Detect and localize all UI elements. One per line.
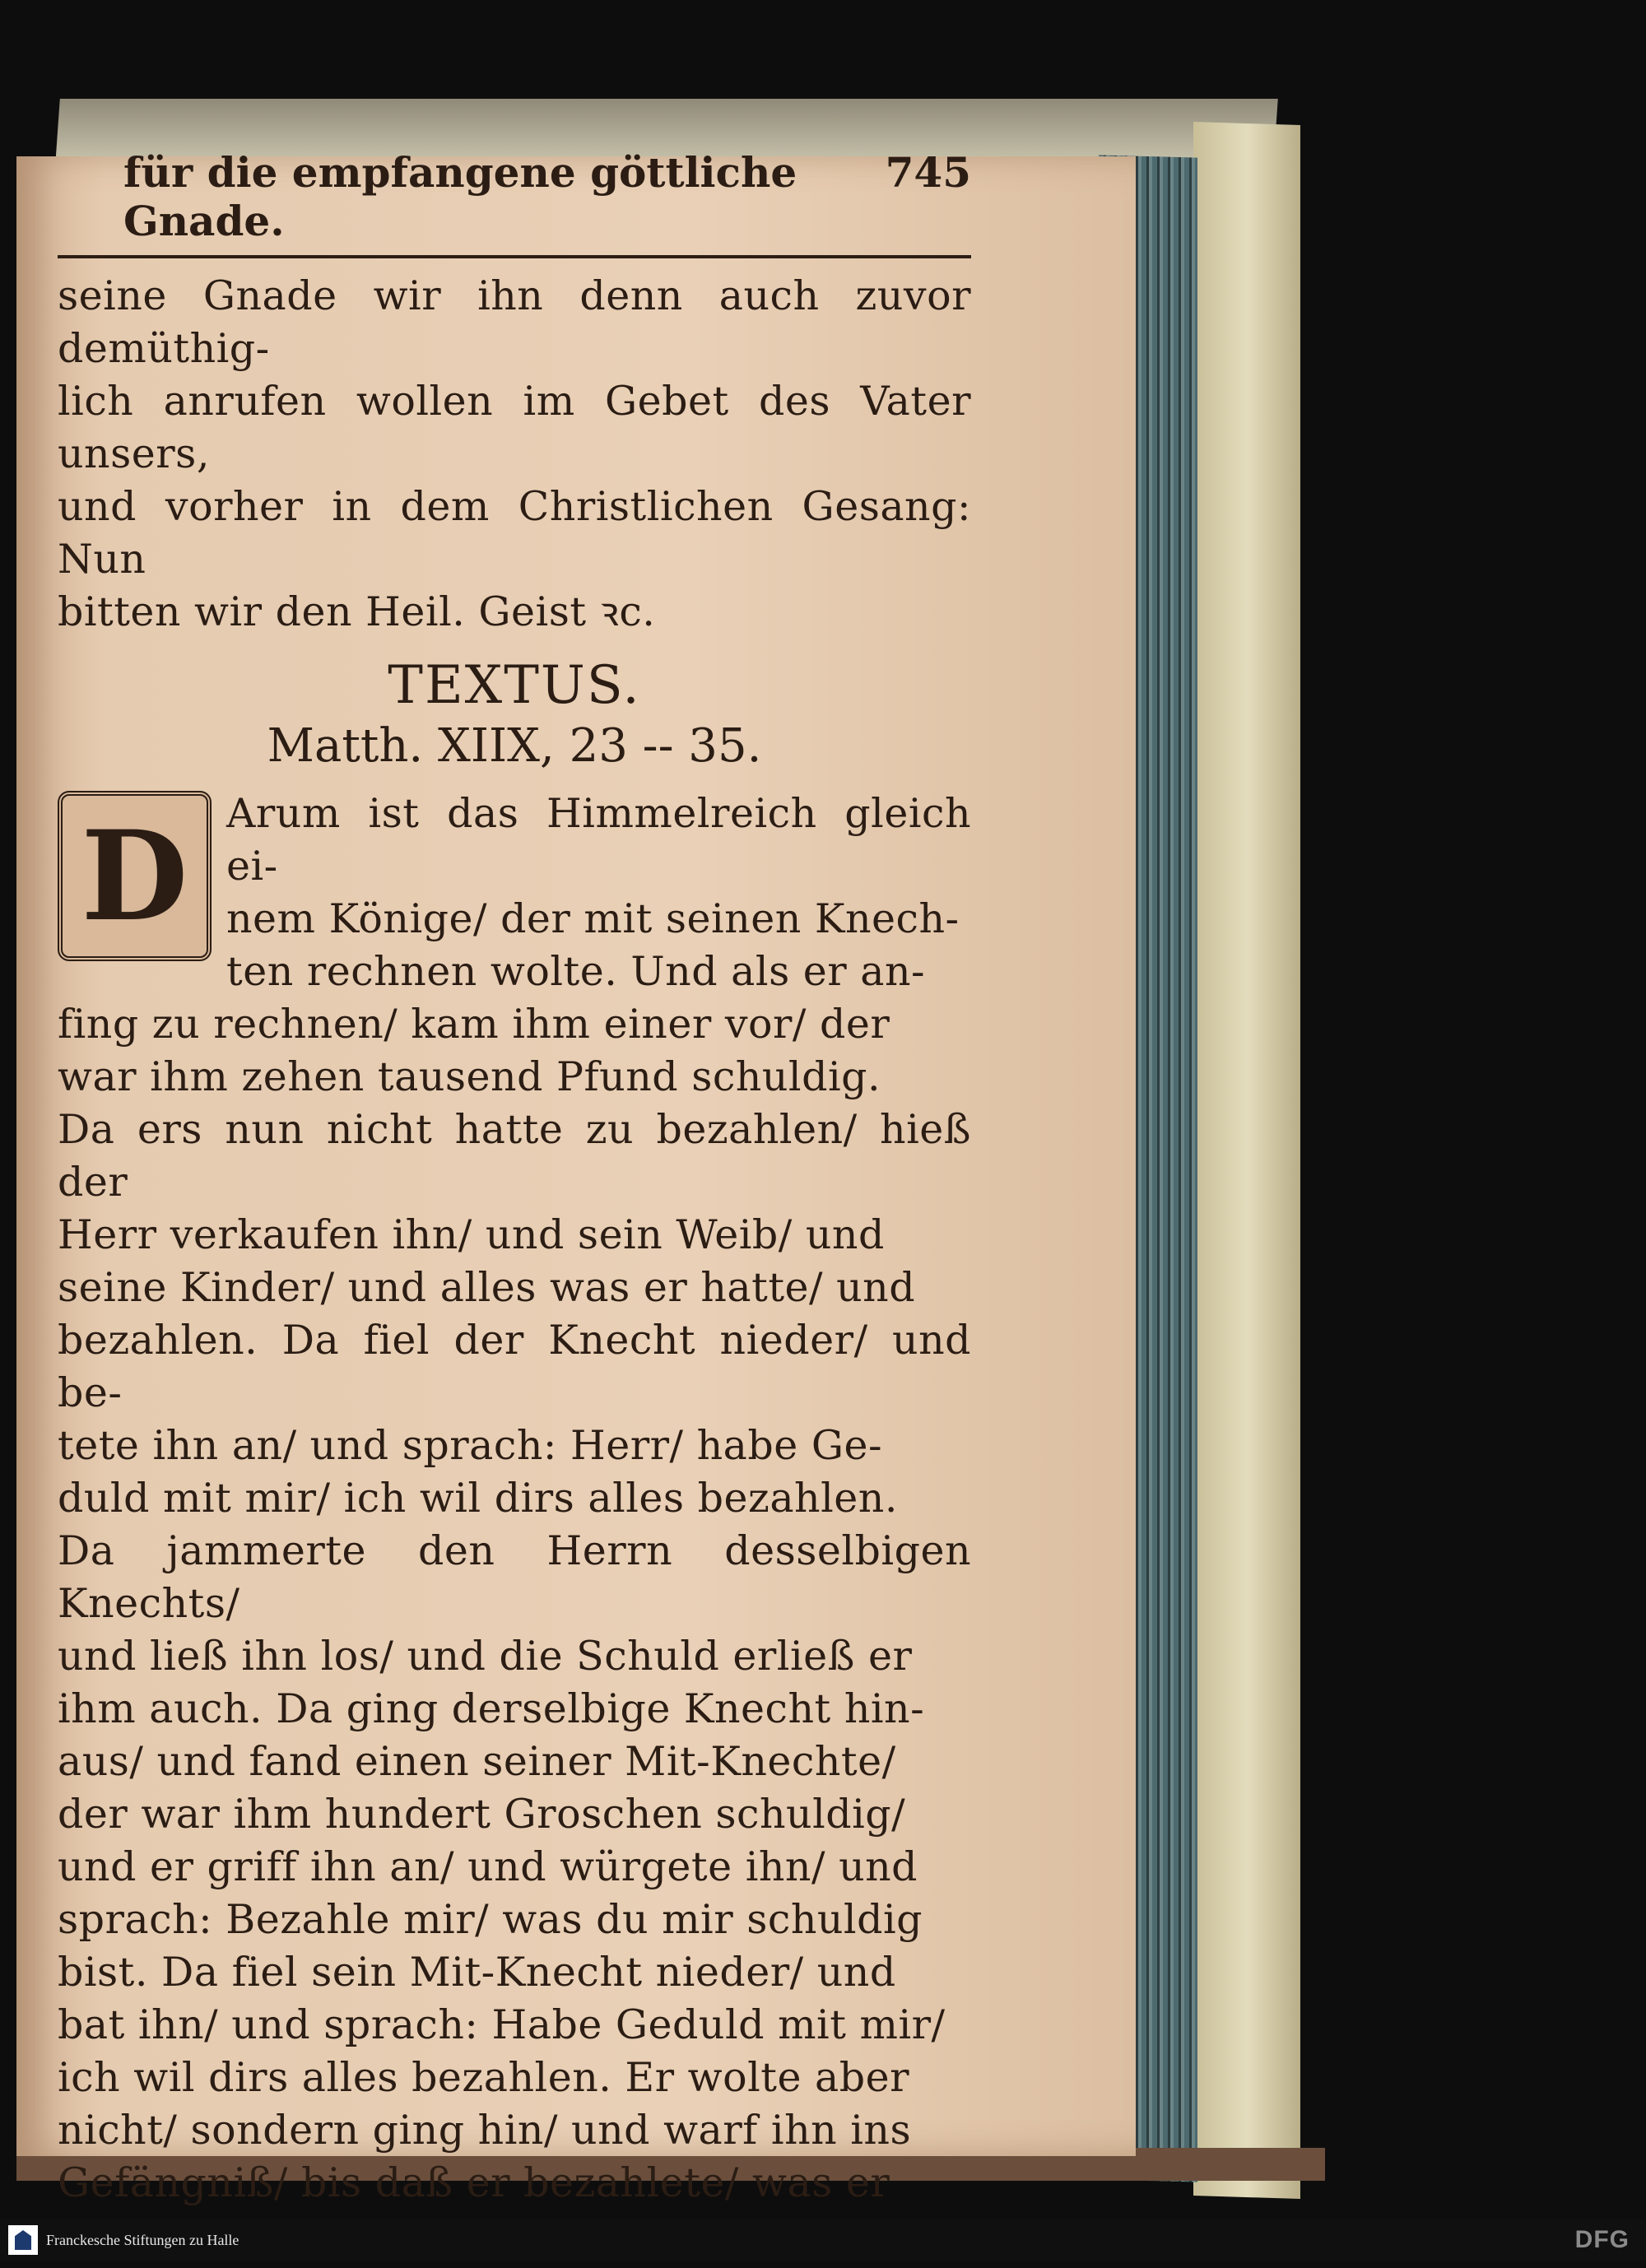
- text-line: fing zu rechnen/ kam ihm einer vor/ der: [58, 1001, 890, 1048]
- text-line: und ließ ihn los/ und die Schuld erließ er: [58, 1633, 913, 1680]
- page-text: [58, 148, 971, 2268]
- running-head: für die empfangene göttliche Gnade.: [123, 148, 797, 245]
- text-line: aus/ und fand einen seiner Mit-Knechte/: [58, 1738, 896, 1785]
- text-line: Gefängniß/ bis daß er bezahlete/ was er: [58, 2159, 890, 2206]
- text-line: seine Kinder/ und alles was er hatte/ und: [58, 1264, 916, 1311]
- text-line: Da ers nun nicht hatte zu bezahlen/ hieß der: [58, 1106, 971, 1206]
- text-line: bist. Da fiel sein Mit-Knecht nieder/ und: [58, 1949, 896, 1996]
- dfg-logo[interactable]: DFG: [1574, 2226, 1630, 2253]
- viewer-footer-bar: [0, 2219, 1646, 2261]
- text-line: nicht/ sondern ging hin/ und warf ihn ins: [58, 2107, 912, 2154]
- intro-line: lich anrufen wollen im Gebet des Vater unsers,: [58, 378, 971, 477]
- intro-line: bitten wir den Heil. Geist ꝛc.: [58, 588, 656, 635]
- text-line: ich wil dirs alles bezahlen. Er wolte aber: [58, 2054, 910, 2101]
- section-heading: TEXTUS.: [388, 655, 641, 716]
- text-line: nem Könige/ der mit seinen Knech-: [226, 895, 960, 942]
- running-header: [58, 148, 971, 258]
- text-line: war ihm zehen tausend Pfund schuldig.: [58, 1053, 881, 1100]
- scripture-text: [58, 788, 971, 2210]
- page-number: 745: [885, 148, 971, 197]
- text-line: bat ihn/ und sprach: Habe Geduld mit mir/: [58, 2001, 946, 2048]
- intro-paragraph: [58, 270, 971, 639]
- book-cover-right: [1193, 122, 1300, 2199]
- institution-credit[interactable]: [0, 2225, 239, 2255]
- text-line: Da jammerte den Herrn desselbigen Knechts/: [58, 1527, 971, 1627]
- text-line: tete ihn an/ und sprach: Herr/ habe Ge-: [58, 1422, 883, 1469]
- text-line: duld mit mir/ ich wil dirs alles bezahlen.: [58, 1475, 898, 1522]
- text-line: ten rechnen wolte. Und als er an-: [226, 948, 926, 995]
- scripture-reference: Matth. XIIX, 23 -- 35.: [267, 719, 762, 773]
- intro-line: und vorher in dem Christlichen Gesang: Nun: [58, 483, 971, 583]
- text-line: sprach: Bezahle mir/ was du mir schuldig: [58, 1896, 923, 1943]
- institution-logo-icon: [8, 2225, 38, 2255]
- text-line: ihm auch. Da ging derselbige Knecht hin-: [58, 1685, 925, 1732]
- text-line: und er griff ihn an/ und würgete ihn/ und: [58, 1843, 918, 1890]
- intro-line: seine Gnade wir ihn denn auch zuvor demüthig-: [58, 272, 971, 372]
- text-line: Herr verkaufen ihn/ und sein Weib/ und: [58, 1211, 885, 1258]
- institution-name: Franckesche Stiftungen zu Halle: [46, 2231, 239, 2248]
- text-line: Arum ist das Himmelreich gleich ei-: [226, 790, 971, 890]
- drop-cap-initial: D: [58, 791, 212, 961]
- text-line: bezahlen. Da fiel der Knecht nieder/ und be-: [58, 1317, 971, 1416]
- text-line: der war ihm hundert Groschen schuldig/: [58, 1791, 906, 1838]
